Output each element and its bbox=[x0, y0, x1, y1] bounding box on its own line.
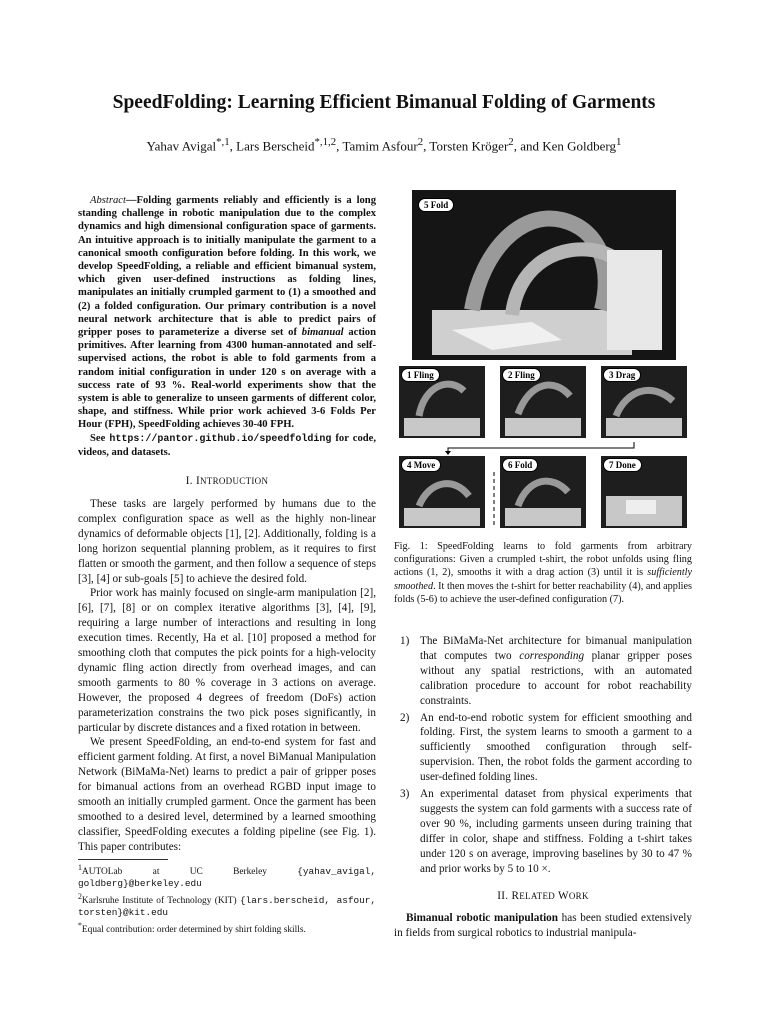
section-heading-introduction bbox=[78, 474, 376, 489]
section-rest: ELATED bbox=[519, 890, 556, 901]
author: Torsten Kröger bbox=[429, 138, 509, 154]
item-text: An end-to-end robotic system for efficient smoothing and folding. First, the system learns to smooth a garment to a sufficiently smoothed configuration through self-supervision. Then, the robot folds the garment according to user-defined folding lines. bbox=[420, 711, 692, 784]
figure-thumb bbox=[399, 366, 485, 438]
step-label: 1 Fling bbox=[401, 368, 440, 382]
robot-illustration bbox=[412, 190, 676, 360]
abstract bbox=[78, 194, 376, 459]
right-column bbox=[394, 190, 692, 941]
author-affil: *,1 bbox=[216, 136, 230, 148]
author-affil: *,1,2 bbox=[314, 136, 337, 148]
intro-paragraph: These tasks are largely performed by humans due to the complex configuration space as well as the highly non-linear dynamics of deformable objects [1], [2]. Additionally, folding is a long horizon sequential planning problem, as it requires to first flatten or smooth the garment, and then follow a sequence of steps [3], [4] or sub-goals [5] to achieve the desired fold. bbox=[78, 497, 376, 585]
figure-thumb bbox=[399, 456, 485, 528]
item-italic: corresponding bbox=[519, 649, 585, 662]
footnote-text: AUTOLab at UC Berkeley bbox=[81, 866, 298, 877]
see-tail: for code, videos, and datasets. bbox=[78, 432, 376, 458]
step-label: 2 Fling bbox=[502, 368, 541, 382]
flow-arrow bbox=[444, 440, 644, 456]
footnote-rule bbox=[78, 859, 168, 860]
footnote-email: {lars.berscheid, asfour, torsten}@kit.edu bbox=[78, 894, 376, 919]
step-label: 6 Fold bbox=[502, 458, 538, 472]
abstract-italic: bimanual bbox=[301, 327, 344, 339]
see-text: See bbox=[90, 432, 110, 444]
step-label: 3 Drag bbox=[603, 368, 641, 382]
section-numeral: II. bbox=[497, 889, 509, 902]
paper-title: SpeedFolding: Learning Efficient Bimanual Folding of Garments bbox=[112, 92, 656, 113]
author-affil: 2 bbox=[417, 136, 424, 148]
item-text: An experimental dataset from physical experiments that suggests the system can fold garments with a success rate of over 90 %, including garments unseen during training that differ in color, shape and stiffness. Folding a t-shirt takes under 120 s on average, improving baselines by 30 to 47 % and prior works by 5 to 10 ×. bbox=[420, 788, 692, 875]
section-initial: W bbox=[557, 889, 569, 902]
dashed-separator bbox=[492, 472, 496, 528]
intro-paragraph: We present SpeedFolding, an end-to-end system for fast and efficient garment folding. At first, a novel BiManual Manipulation Network (BiMaMa-Net) learns to predict a pair of gripper poses for bimanual actions from an overhead RGBD input image to smooth an initially crumpled garment. Once the garment has been smoothed to a desired level, determined by a learned smoothing classifier, SpeedFolding executes a folding pipeline (see Fig. 1). This paper contributes: bbox=[78, 736, 376, 853]
author: Lars Berscheid bbox=[236, 138, 315, 154]
footnote-mark: * bbox=[78, 920, 82, 930]
author: Yahav Avigal bbox=[146, 138, 217, 154]
item-number: 3) bbox=[400, 788, 410, 801]
footnote-text: Equal contribution: order determined by shirt folding skills. bbox=[81, 925, 306, 936]
section-initial: R bbox=[511, 889, 520, 902]
step-label: 7 Done bbox=[603, 458, 642, 472]
step-label: 4 Move bbox=[401, 458, 441, 472]
abstract-dash: — bbox=[125, 195, 137, 206]
footnote bbox=[78, 891, 376, 920]
section-heading-related-work bbox=[394, 889, 692, 904]
caption-text-2: . It then moves the t-shirt for better reachability (4), and applies folds (5-6) to achieve the user-defined configuration (7). bbox=[394, 580, 692, 605]
contribution-item bbox=[394, 711, 692, 786]
related-text: has been studied extensively in fields from surgical robotics to industrial manipula- bbox=[394, 912, 692, 940]
figure-label: 5 Fold bbox=[418, 198, 454, 212]
abstract-text-2: action primitives. After learning from 4300 human-annotated and self-supervised actions, the robot is able to fold garments from a random initial configuration in under 120 s on average with a success rate of 93 %. Real-world experiments show that the system is able to generalize to unseen garments of different color, shape, and stiffness. While prior work achieved 3-6 Folds Per Hour (FPH), SpeedFolding achieves 30-40 FPH. bbox=[78, 327, 376, 431]
related-bold: Bimanual robotic manipulation bbox=[406, 912, 558, 925]
contribution-item bbox=[394, 787, 692, 876]
author-affil: 2 bbox=[508, 136, 514, 148]
related-paragraph bbox=[394, 911, 692, 941]
author-affil: 1 bbox=[616, 136, 622, 148]
section-rest: ORK bbox=[568, 890, 589, 901]
contribution-list bbox=[394, 634, 692, 877]
intro-paragraph: Prior work has mainly focused on single-arm manipulation [2], [6], [7], [8] or on complex iterative algorithms [3], [4], [9], requiring a large number of interactions and resulting in long execution times. Recently, Ha et al. [10] proposed a method for smoothing cloth that computes the pick points for a high-velocity dynamic fling action directly from overhead images, and can smooth garments to 80 % coverage in 3 actions on average. However, the proposed 4 degrees of freedom (DoFs) action parameterization constrains the two pick poses significantly, in particular by discrete distances and a fixed rotation in between. bbox=[78, 587, 376, 734]
footnote-mark: 1 bbox=[78, 862, 82, 872]
item-text-2: planar gripper poses without any spatial restrictions, with an automated calibration procedure to account for robot reachability constraints. bbox=[420, 649, 692, 707]
caption-italic: sufficiently smoothed bbox=[394, 567, 692, 592]
figure-thumb bbox=[601, 366, 687, 438]
item-number: 1) bbox=[400, 635, 410, 648]
abstract-label: Abstract bbox=[90, 195, 126, 206]
figure-1 bbox=[394, 190, 692, 530]
section-initial: I bbox=[195, 475, 200, 488]
footnote-email: {yahav_avigal, goldberg}@berkeley.edu bbox=[78, 865, 376, 890]
author: Ken Goldberg bbox=[542, 138, 617, 154]
robot-fold-photo bbox=[412, 190, 676, 360]
section-numeral: I. bbox=[185, 475, 193, 488]
figure-thumb bbox=[500, 456, 586, 528]
author: Tamim Asfour bbox=[342, 138, 418, 154]
item-text: The BiMaMa-Net architecture for bimanual manipulation that computes two bbox=[420, 635, 692, 662]
footnote bbox=[78, 920, 376, 937]
item-number: 2) bbox=[400, 711, 410, 724]
code-url-link[interactable]: https://pantor.github.io/speedfolding bbox=[109, 433, 332, 445]
section-rest: NTRODUCTION bbox=[199, 476, 269, 487]
abstract-text: Folding garments reliably and efficiently is a long standing challenge in robotic manipulation due to the complex dynamics and high dimensional configuration space of garments. An intuitive approach is to initially manipulate the garment to a canonical smooth configuration before folding. In this work, we develop SpeedFolding, a reliable and efficient bimanual system, which given user-defined instructions as folding lines, manipulates an initially crumpled garment to (1) a smoothed and (2) a folded configuration. Our primary contribution is a novel neural network architecture that is able to predict pairs of gripper poses to parameterize a diverse set of bbox=[78, 195, 376, 339]
footnote-text: Karlsruhe Institute of Technology (KIT) bbox=[81, 895, 240, 906]
left-column bbox=[78, 194, 376, 937]
author-list: Yahav Avigal$^{*,1}$, Lars Berscheid$^{*,1,2}$, Tamim Asfour$^2$, Torsten Kröger$^2$, and Ken Goldberg$^1$ bbox=[146, 136, 622, 154]
contribution-item bbox=[394, 634, 692, 709]
figure-caption bbox=[394, 540, 692, 606]
figure-thumb bbox=[500, 366, 586, 438]
footnote-mark: 2 bbox=[78, 891, 82, 901]
figure-thumb bbox=[601, 456, 687, 528]
footnote bbox=[78, 862, 376, 891]
caption-text: Fig. 1: SpeedFolding learns to fold garments from arbitrary configurations: Given a crumpled t-shirt, the robot unfolds using fling actions (1, 2), smooths it with a drag action (3) until it is bbox=[394, 541, 692, 579]
